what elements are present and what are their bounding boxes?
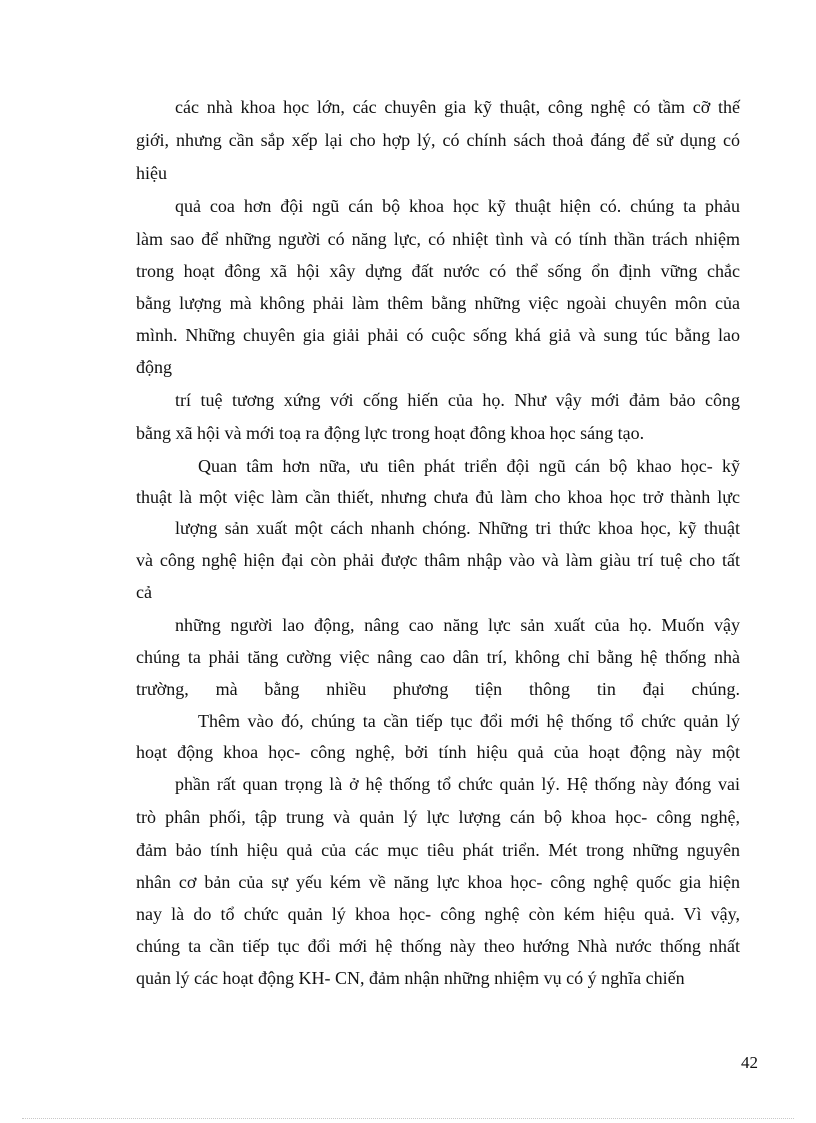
text-line: đảm bảo tính hiệu quả của các mục tiêu phát triển. Mét trong những nguyên — [136, 840, 740, 860]
text-line: mình. Những chuyên gia giải phải có cuộc sống khá giả và sung túc bằng lao — [136, 325, 740, 345]
text-line: bằng lượng mà không phải làm thêm bằng những việc ngoài chuyên môn của — [136, 293, 740, 313]
text-line: hiệu — [136, 163, 167, 183]
text-line: làm sao để những người có năng lực, có nhiệt tình và có tính thần trách nhiệm — [136, 229, 740, 249]
text-line: giới, nhưng cần sắp xếp lại cho hợp lý, có chính sách thoả đáng để sử dụng có — [136, 130, 740, 150]
text-line: trí tuệ tương xứng với cống hiến của họ. Như vậy mới đảm bảo công — [175, 390, 740, 410]
text-line: phần rất quan trọng là ở hệ thống tổ chức quản lý. Hệ thống này đóng vai — [175, 774, 740, 794]
text-line: trò phân phối, tập trung và quản lý lực lượng cán bộ khoa học- công nghệ, — [136, 807, 740, 827]
text-line: những người lao động, nâng cao năng lực sản xuất của họ. Muốn vậy — [175, 615, 740, 635]
text-line: nay là do tổ chức quản lý khoa học- công nghệ còn kém hiệu quả. Vì vậy, — [136, 904, 740, 924]
text-line: bằng xã hội và mới toạ ra động lực trong hoạt đông khoa học sáng tạo. — [136, 423, 645, 443]
text-line: chúng ta phải tăng cường việc nâng cao dân trí, không chỉ bằng hệ thống nhà — [136, 647, 740, 667]
page-bottom-divider — [22, 1118, 794, 1119]
text-line: cả — [136, 582, 152, 602]
text-line: quản lý các hoạt động KH- CN, đảm nhận những nhiệm vụ có ý nghĩa chiến — [136, 968, 685, 988]
text-line: trong hoạt đông xã hội xây dựng đất nước có thể sống ổn định vững chắc — [136, 261, 740, 281]
text-line: chúng ta cần tiếp tục đổi mới hệ thống này theo hướng Nhà nước thống nhất — [136, 936, 740, 956]
text-line: Thêm vào đó, chúng ta cần tiếp tục đổi mới hệ thống tổ chức quản lý — [198, 711, 740, 731]
text-line: nhân cơ bản của sự yếu kém về năng lực khoa học- công nghệ quốc gia hiện — [136, 872, 740, 892]
text-line: thuật là một việc làm cần thiết, nhưng chưa đủ làm cho khoa học trở thành lực — [136, 487, 740, 507]
page-number: 42 — [741, 1053, 758, 1072]
text-line: quả coa hơn đội ngũ cán bộ khoa học kỹ thuật hiện có. chúng ta phảu — [175, 196, 740, 216]
text-line: trường, mà bằng nhiều phương tiện thông tin đại chúng. — [136, 679, 740, 699]
text-line: lượng sản xuất một cách nhanh chóng. Những tri thức khoa học, kỹ thuật — [175, 518, 740, 538]
text-line: Quan tâm hơn nữa, ưu tiên phát triển đội ngũ cán bộ khao học- kỹ — [198, 456, 740, 476]
text-line: và công nghệ hiện đại còn phải được thâm nhập vào và làm giàu trí tuệ cho tất — [136, 550, 740, 570]
text-line: các nhà khoa học lớn, các chuyên gia kỹ thuật, công nghệ có tầm cỡ thế — [175, 97, 740, 117]
text-line: động — [136, 357, 172, 377]
text-line: hoạt động khoa học- công nghệ, bởi tính hiệu quả của hoạt động này một — [136, 742, 740, 762]
